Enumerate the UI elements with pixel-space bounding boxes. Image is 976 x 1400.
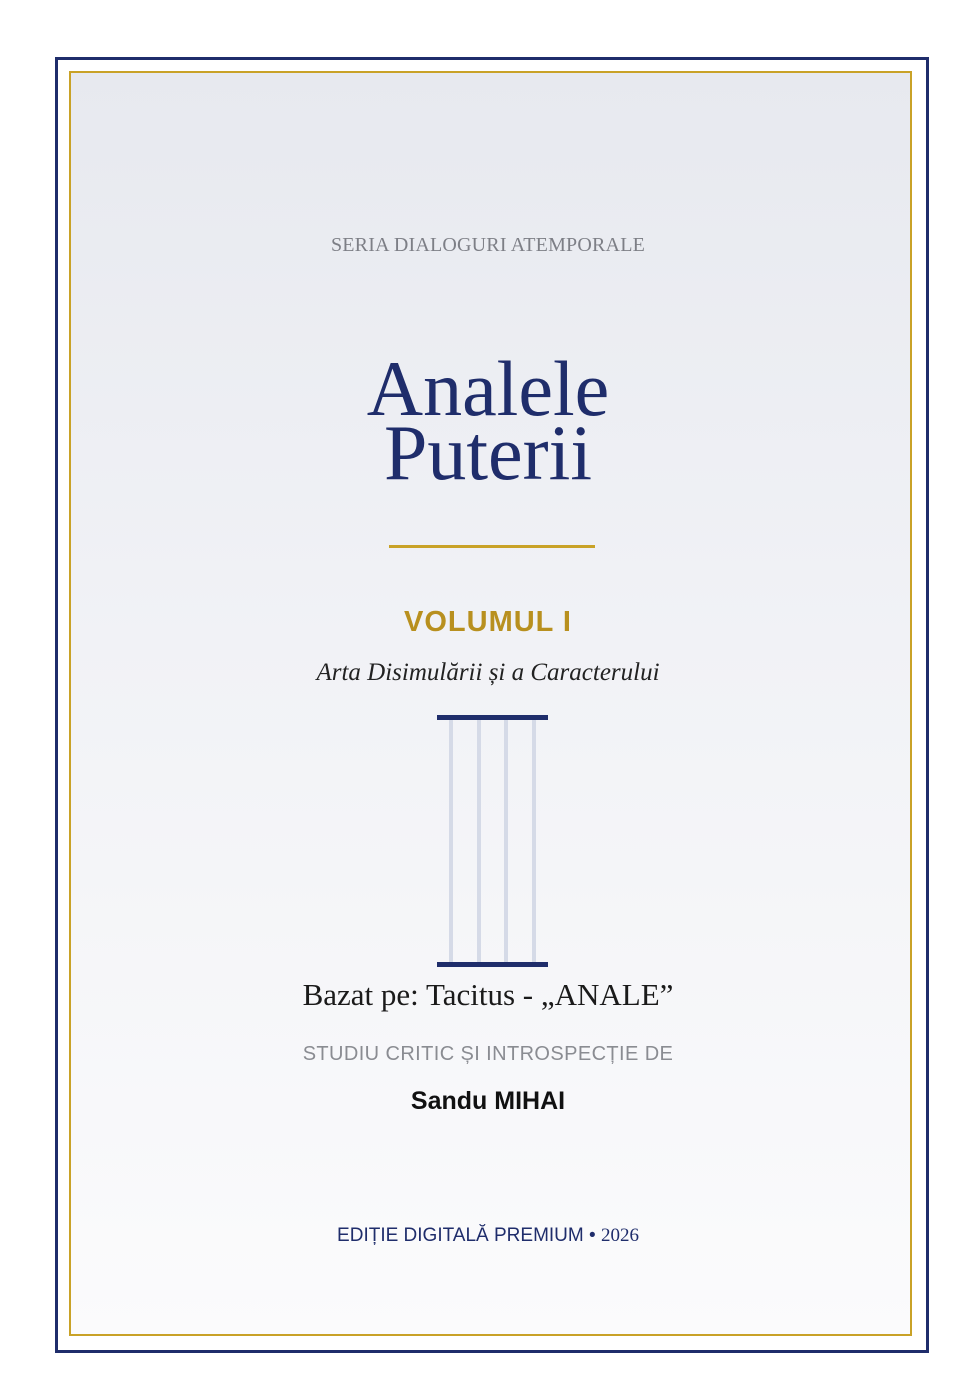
classical-column-icon <box>437 715 548 967</box>
series-name: SERIA DIALOGURI ATEMPORALE <box>330 234 646 256</box>
edition-separator: • <box>589 1225 596 1246</box>
based-on-source: Bazat pe: Tacitus - „ANALE” <box>302 977 674 1012</box>
column-flute <box>449 720 453 962</box>
column-flute <box>532 720 536 962</box>
gold-divider <box>389 545 595 548</box>
book-title-line-2: Puterii <box>384 409 592 496</box>
column-base <box>437 962 548 967</box>
study-label: STUDIU CRITIC ȘI INTROSPECȚIE DE <box>302 1043 674 1065</box>
inner-gold-border <box>69 71 912 1336</box>
author-name: Sandu MIHAI <box>410 1087 566 1115</box>
book-title-line-1: Analele <box>366 345 610 432</box>
volume-label: VOLUMUL I <box>404 606 572 638</box>
edition-label: EDIȚIE DIGITALĂ PREMIUM <box>337 1225 584 1246</box>
column-flute <box>477 720 481 962</box>
edition-year: 2026 <box>600 1225 639 1246</box>
volume-subtitle: Arta Disimulării și a Caracterului <box>316 659 660 686</box>
edition-line <box>0 1225 976 1247</box>
column-flute <box>504 720 508 962</box>
